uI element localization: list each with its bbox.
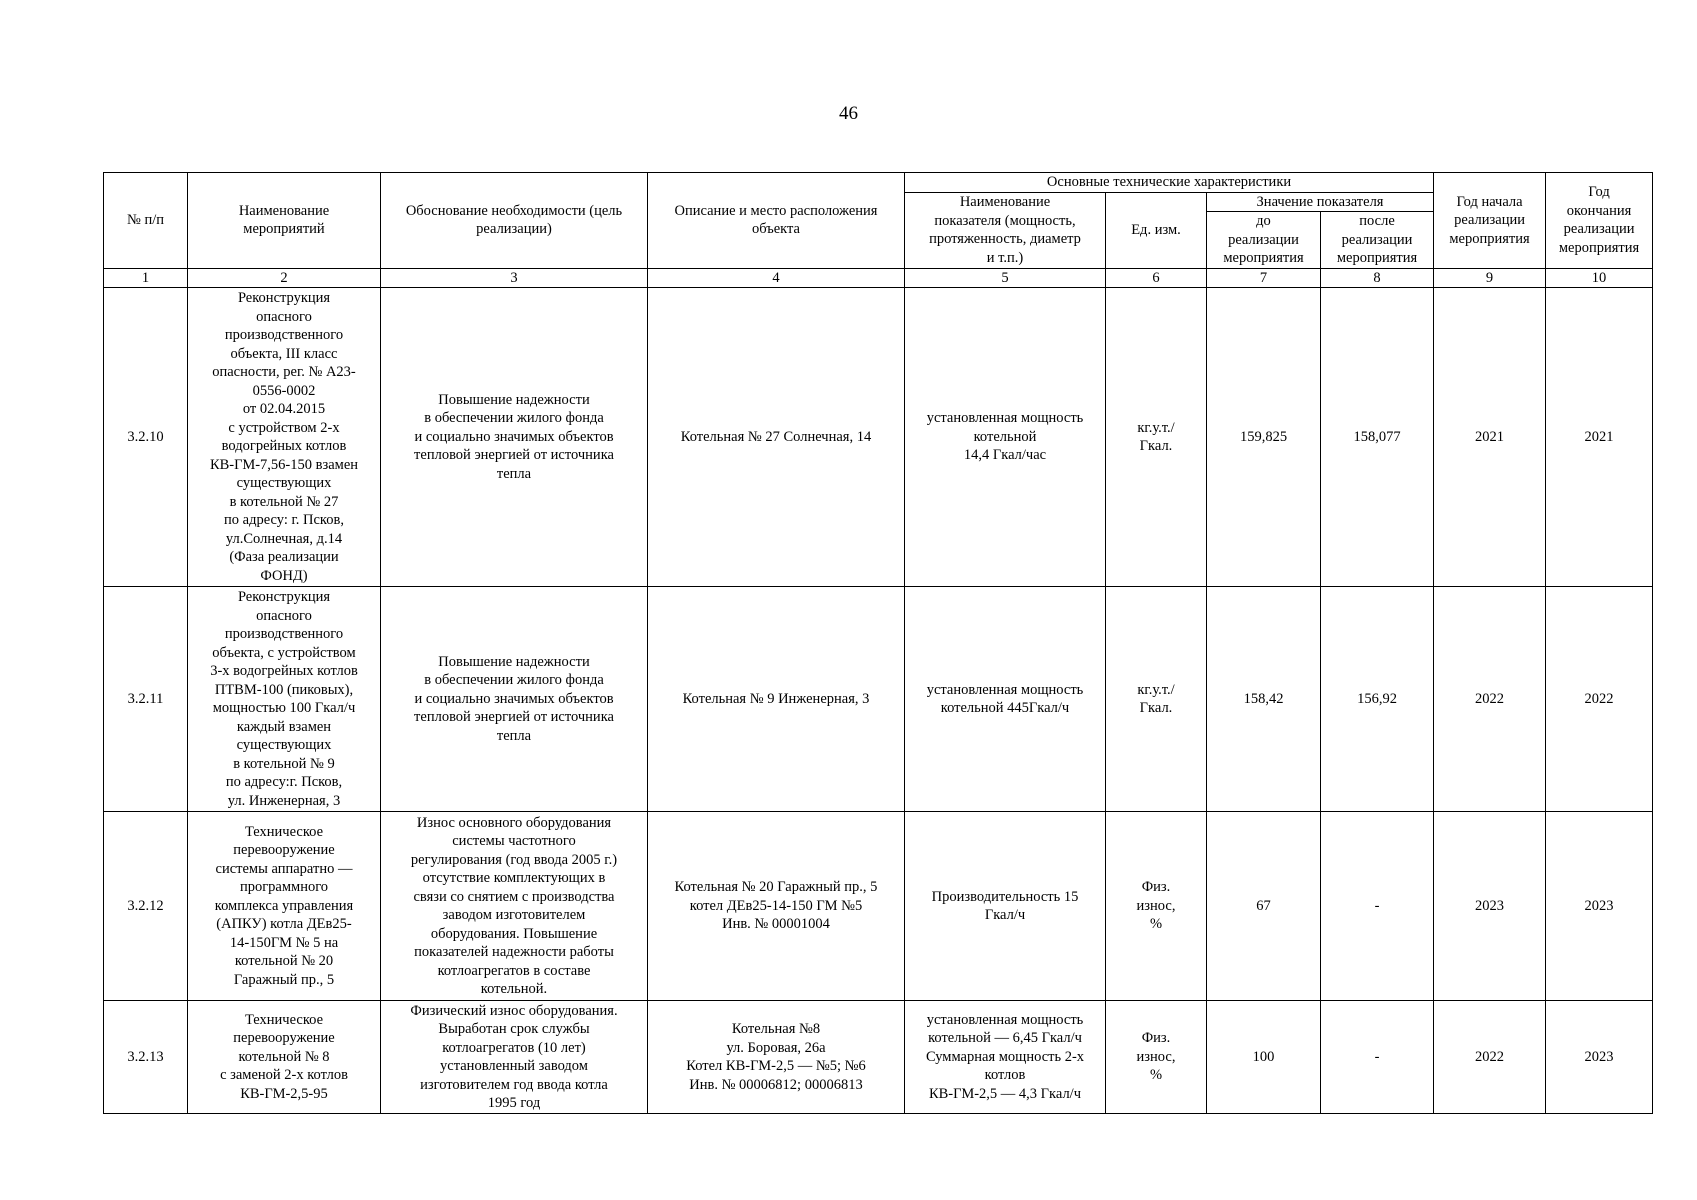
row-year-start: 2021	[1434, 288, 1546, 587]
row-before: 100	[1207, 1001, 1321, 1114]
row-after: -	[1321, 812, 1434, 1001]
header-year-end: Год окончания реализации мероприятия	[1546, 173, 1653, 269]
row-num: 3.2.12	[104, 812, 188, 1001]
row-before: 67	[1207, 812, 1321, 1001]
investment-table	[103, 172, 1653, 1114]
row-name: Техническое перевооружение системы аппаратно — программного комплекса управления (АПКУ) котла ДЕв25- 14-150ГМ № 5 на котельной № 20 Гаражный пр., 5	[188, 812, 381, 1001]
row-unit: Физ. износ, %	[1106, 812, 1207, 1001]
row-after: 156,92	[1321, 587, 1434, 812]
row-year-end: 2023	[1546, 812, 1653, 1001]
column-number: 6	[1106, 268, 1207, 288]
row-indicator: установленная мощность котельной 14,4 Гкал/час	[905, 288, 1106, 587]
row-year-start: 2022	[1434, 1001, 1546, 1114]
row-before: 158,42	[1207, 587, 1321, 812]
row-year-end: 2023	[1546, 1001, 1653, 1114]
table-row	[104, 587, 1653, 812]
row-indicator: Производительность 15 Гкал/ч	[905, 812, 1106, 1001]
header-value-group: Значение показателя	[1207, 192, 1434, 212]
row-name: Техническое перевооружение котельной № 8 с заменой 2-х котлов КВ-ГМ-2,5-95	[188, 1001, 381, 1114]
row-justification: Повышение надежности в обеспечении жилого фонда и социально значимых объектов тепловой энергией от источника тепла	[381, 587, 648, 812]
row-description: Котельная № 9 Инженерная, 3	[648, 587, 905, 812]
row-num: 3.2.13	[104, 1001, 188, 1114]
column-number: 9	[1434, 268, 1546, 288]
row-unit: кг.у.т./ Гкал.	[1106, 288, 1207, 587]
header-unit: Ед. изм.	[1106, 192, 1207, 268]
column-number: 8	[1321, 268, 1434, 288]
row-justification: Повышение надежности в обеспечении жилого фонда и социально значимых объектов тепловой энергией от источника тепла	[381, 288, 648, 587]
column-number: 4	[648, 268, 905, 288]
header-tech-group: Основные технические характеристики	[905, 173, 1434, 193]
row-name: Реконструкция опасного производственного объекта, с устройством 3-х водогрейных котлов ПТВМ-100 (пиковых), мощностью 100 Гкал/ч каждый взамен существующих в котельной № 9 по адресу:г. Псков, ул. Инженерная, 3	[188, 587, 381, 812]
header-description: Описание и место расположения объекта	[648, 173, 905, 269]
row-unit: Физ. износ, %	[1106, 1001, 1207, 1114]
row-description: Котельная № 27 Солнечная, 14	[648, 288, 905, 587]
row-justification: Износ основного оборудования системы частотного регулирования (год ввода 2005 г.) отсутствие комплектующих в связи со снятием с производства заводом изготовителем оборудования. Повышение показателей надежности работы котлоагрегатов в составе котельной.	[381, 812, 648, 1001]
row-after: -	[1321, 1001, 1434, 1114]
row-unit: кг.у.т./ Гкал.	[1106, 587, 1207, 812]
page-number: 46	[839, 103, 858, 124]
row-year-end: 2022	[1546, 587, 1653, 812]
header-before: до реализации мероприятия	[1207, 212, 1321, 269]
header-name: Наименование мероприятий	[188, 173, 381, 269]
header-after: после реализации мероприятия	[1321, 212, 1434, 269]
column-number: 1	[104, 268, 188, 288]
row-num: 3.2.10	[104, 288, 188, 587]
row-description: Котельная № 20 Гаражный пр., 5 котел ДЕв25-14-150 ГМ №5 Инв. № 00001004	[648, 812, 905, 1001]
table-row	[104, 812, 1653, 1001]
row-year-start: 2023	[1434, 812, 1546, 1001]
row-year-end: 2021	[1546, 288, 1653, 587]
header-row-1	[104, 173, 1653, 193]
column-number-row	[104, 268, 1653, 288]
column-number: 3	[381, 268, 648, 288]
row-justification: Физический износ оборудования. Выработан срок службы котлоагрегатов (10 лет) установленный заводом изготовителем год ввода котла 1995 год	[381, 1001, 648, 1114]
row-name: Реконструкция опасного производственного объекта, III класс опасности, рег. № А23- 0556-0002 от 02.04.2015 с устройством 2-х водогрейных котлов КВ-ГМ-7,56-150 взамен существующих в котельной № 27 по адресу: г. Псков, ул.Солнечная, д.14 (Фаза реализации ФОНД)	[188, 288, 381, 587]
row-before: 159,825	[1207, 288, 1321, 587]
column-number: 2	[188, 268, 381, 288]
header-indicator-name: Наименование показателя (мощность, протяженность, диаметр и т.п.)	[905, 192, 1106, 268]
row-num: 3.2.11	[104, 587, 188, 812]
row-description: Котельная №8 ул. Боровая, 26а Котел КВ-ГМ-2,5 — №5; №6 Инв. № 00006812; 00006813	[648, 1001, 905, 1114]
table-row	[104, 1001, 1653, 1114]
row-indicator: установленная мощность котельной 445Гкал/ч	[905, 587, 1106, 812]
column-number: 10	[1546, 268, 1653, 288]
header-num: № п/п	[104, 173, 188, 269]
column-number: 7	[1207, 268, 1321, 288]
row-year-start: 2022	[1434, 587, 1546, 812]
row-indicator: установленная мощность котельной — 6,45 Гкал/ч Суммарная мощность 2-х котлов КВ-ГМ-2,5 — 4,3 Гкал/ч	[905, 1001, 1106, 1114]
header-year-start: Год начала реализации мероприятия	[1434, 173, 1546, 269]
column-number: 5	[905, 268, 1106, 288]
table-row	[104, 288, 1653, 587]
header-justification: Обоснование необходимости (цель реализации)	[381, 173, 648, 269]
row-after: 158,077	[1321, 288, 1434, 587]
